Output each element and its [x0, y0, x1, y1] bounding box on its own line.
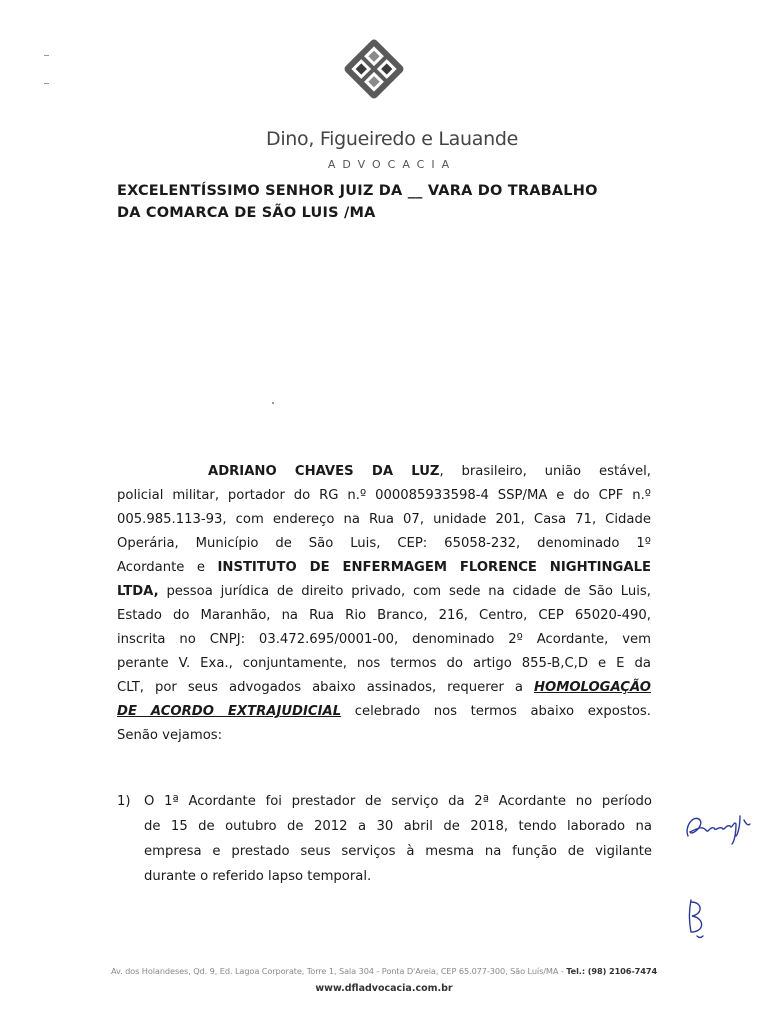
paragraph-line: LTDA, pessoa jurídica de direito privado, com sede na cidade de São Luis, — [117, 584, 651, 599]
paragraph-line: Acordante e INSTITUTO DE ENFERMAGEM FLORENCE NIGHTINGALE — [117, 560, 651, 575]
firm-logo-icon — [339, 34, 409, 104]
document-heading — [117, 180, 677, 224]
paragraph-line: inscrita no CNPJ: 03.472.695/0001-00, denominado 2º Acordante, vem — [117, 632, 651, 647]
item-text — [144, 789, 652, 889]
paragraph-line: 005.985.113-93, com endereço na Rua 07, unidade 201, Casa 71, Cidade — [117, 512, 651, 527]
item-line: O 1ª Acordante foi prestador de serviço da 2ª Acordante no período — [144, 794, 652, 809]
scan-speck — [272, 402, 274, 404]
party-name: LTDA, — [117, 584, 159, 599]
item-line: de 15 de outubro de 2012 a 30 abril de 2018, tendo laborado na — [144, 819, 652, 834]
party-name: INSTITUTO DE ENFERMAGEM FLORENCE NIGHTINGALE — [217, 560, 651, 575]
emphasis-text: HOMOLOGAÇÃO — [533, 680, 651, 695]
emphasis-text: DE ACORDO EXTRAJUDICIAL — [117, 704, 342, 719]
firm-name: Dino, Figueiredo e Lauande — [266, 128, 518, 150]
handwritten-initial — [683, 896, 709, 942]
body-paragraph — [117, 460, 651, 748]
paragraph-line: Estado do Maranhão, na Rua Rio Branco, 216, Centro, CEP 65020-490, — [117, 608, 651, 623]
footer-phone: Tel.: (98) 2106-7474 — [566, 966, 658, 976]
item-line: durante o referido lapso temporal. — [144, 869, 372, 884]
paragraph-line: Operária, Município de São Luis, CEP: 65058-232, denominado 1º — [117, 536, 651, 551]
item-number: 1) — [117, 794, 131, 809]
paragraph-line: CLT, por seus advogados abaixo assinados, requerer a HOMOLOGAÇÃO — [117, 680, 651, 695]
heading-line: DA COMARCA DE SÃO LUIS /MA — [117, 205, 376, 221]
item-line: empresa e prestado seus serviços à mesma na função de vigilante — [144, 844, 652, 859]
paragraph-line: policial militar, portador do RG n.º 000085933598-4 SSP/MA e do CPF n.º — [117, 488, 651, 503]
paragraph-line: ADRIANO CHAVES DA LUZ, brasileiro, união estável, — [208, 464, 651, 479]
paragraph-line: Senão vejamos: — [117, 728, 223, 743]
heading-line: EXCELENTÍSSIMO SENHOR JUIZ DA __ VARA DO TRABALHO — [117, 183, 598, 199]
party-name: ADRIANO CHAVES DA LUZ — [208, 464, 440, 479]
footer-address: Av. dos Holandeses, Qd. 9, Ed. Lagoa Corporate, Torre 1, Sala 304 - Ponta D'Areia, CEP 65.077-300, São Luís/MA - Tel.: (98) 2106-7474 — [110, 966, 658, 976]
paragraph-line: perante V. Exa., conjuntamente, nos termos do artigo 855-B,C,D e E da — [117, 656, 651, 671]
scan-speck — [44, 83, 49, 84]
footer-website: www.dfladvocacia.com.br — [315, 983, 453, 994]
scan-speck — [44, 55, 49, 56]
paragraph-line: DE ACORDO EXTRAJUDICIAL celebrado nos termos abaixo expostos. — [117, 704, 651, 719]
handwritten-signature — [680, 806, 752, 846]
firm-subtitle: ADVOCACIA — [327, 158, 457, 171]
